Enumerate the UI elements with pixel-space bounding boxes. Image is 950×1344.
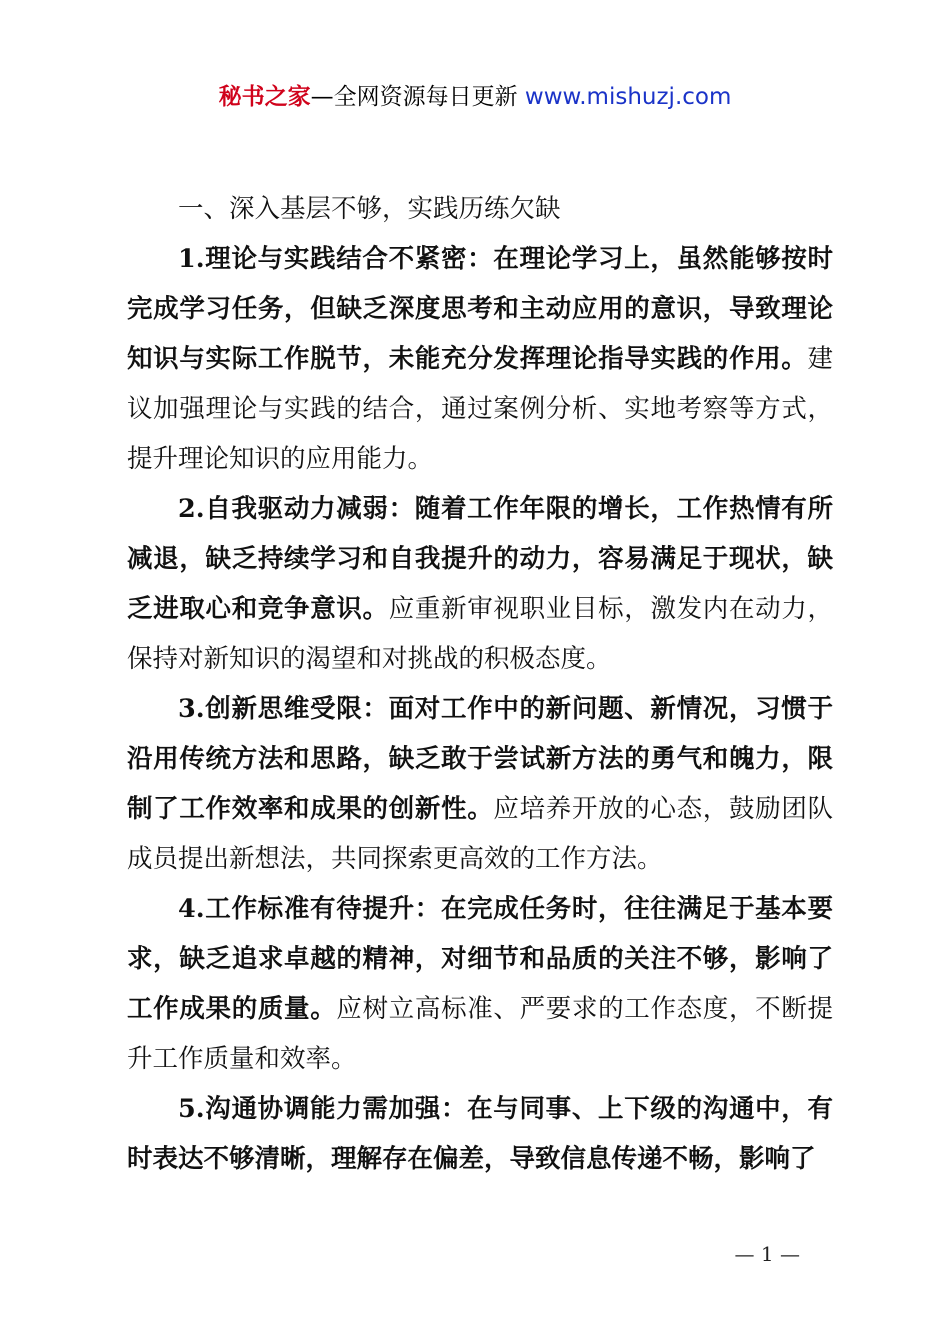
page-number: — 1 — <box>734 1242 800 1266</box>
brand-name: 秘书之家 <box>218 84 311 110</box>
document-body <box>127 184 833 1184</box>
item-bold-text: 创新思维受限：面对工作中的新问题、新情况，习惯于沿用传统方法和思路，缺乏敢于尝试新方法的勇气和魄力，限制了工作效率和成果的创新性。 <box>127 694 833 824</box>
paragraph-item-2 <box>127 484 833 684</box>
paragraph-item-1 <box>127 234 833 484</box>
paragraph-item-3 <box>127 684 833 884</box>
item-number: 1. <box>178 244 205 274</box>
site-url-link[interactable]: www.mishuzj.com <box>524 84 732 110</box>
item-plain-text: 应重新审视职业目标，激发内在动力，保持对新知识的渴望和对挑战的积极态度。 <box>127 594 833 674</box>
paragraph-item-5 <box>127 1084 833 1184</box>
item-number: 4. <box>178 894 205 924</box>
header-tagline: —全网资源每日更新 <box>310 84 518 110</box>
paragraph-item-4 <box>127 884 833 1084</box>
item-number: 5. <box>178 1094 205 1124</box>
item-number: 2. <box>178 494 205 524</box>
section-heading: 一、深入基层不够，实践历练欠缺 <box>178 194 561 224</box>
item-plain-text: 建议加强理论与实践的结合，通过案例分析、实地考察等方式，提升理论知识的应用能力。 <box>127 344 833 474</box>
item-plain-text: 应树立高标准、严要求的工作态度，不断提升工作质量和效率。 <box>127 994 833 1074</box>
site-header <box>0 82 950 112</box>
item-number: 3. <box>178 694 205 724</box>
item-plain-text: 应培养开放的心态，鼓励团队成员提出新想法，共同探索更高效的工作方法。 <box>127 794 833 874</box>
item-bold-text: 自我驱动力减弱：随着工作年限的增长，工作热情有所减退，缺乏持续学习和自我提升的动力，容易满足于现状，缺乏进取心和竞争意识。 <box>127 494 833 624</box>
item-bold-text: 工作标准有待提升：在完成任务时，往往满足于基本要求，缺乏追求卓越的精神，对细节和品质的关注不够，影响了工作成果的质量。 <box>127 894 833 1024</box>
item-bold-text: 沟通协调能力需加强：在与同事、上下级的沟通中，有时表达不够清晰，理解存在偏差，导致信息传递不畅，影响了 <box>127 1094 833 1174</box>
item-bold-text: 理论与实践结合不紧密：在理论学习上，虽然能够按时完成学习任务，但缺乏深度思考和主动应用的意识，导致理论知识与实际工作脱节，未能充分发挥理论指导实践的作用。 <box>127 244 833 374</box>
